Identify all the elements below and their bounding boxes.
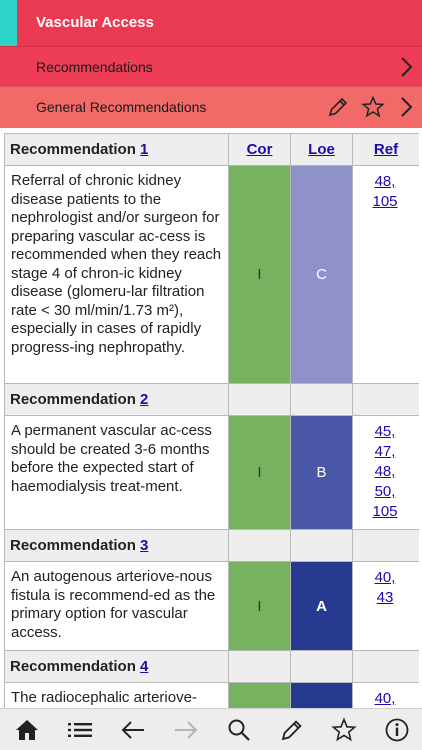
loe-cell <box>291 683 353 709</box>
ref-link[interactable]: 43 <box>376 589 394 606</box>
recommendation-text: The radiocephalic arteriove- <box>5 683 229 709</box>
recommendations-content[interactable] <box>4 133 419 708</box>
recommendation-text: An autogenous arteriove-nous fistula is recommend-ed as the primary option for vascular access. <box>5 562 229 651</box>
recommendation-row <box>5 166 420 384</box>
recommendation-number-link[interactable]: 4 <box>140 658 149 675</box>
pencil-icon[interactable] <box>326 95 350 119</box>
chevron-right-icon[interactable] <box>394 55 418 79</box>
home-icon[interactable] <box>14 717 40 743</box>
breadcrumb-recommendations[interactable] <box>0 46 422 86</box>
recommendation-header-row <box>5 134 420 166</box>
cor-cell: I <box>229 166 291 384</box>
breadcrumb-recommendations-label: Recommendations <box>36 59 153 75</box>
back-arrow-icon[interactable] <box>120 717 146 743</box>
ref-cell <box>353 166 420 384</box>
header-accent <box>0 0 17 46</box>
star-icon[interactable] <box>361 95 385 119</box>
recommendation-header-row <box>5 651 420 683</box>
ref-link[interactable]: 40, <box>374 569 396 586</box>
recommendation-row <box>5 416 420 530</box>
app-header <box>0 0 422 46</box>
cor-header-link[interactable]: Cor <box>246 141 273 158</box>
recommendation-row <box>5 562 420 651</box>
recommendation-number-link[interactable]: 3 <box>140 537 149 554</box>
breadcrumb-general-recommendations[interactable] <box>0 86 422 128</box>
recommendations-table <box>4 133 419 708</box>
recommendation-header-row <box>5 530 420 562</box>
loe-header-link[interactable]: Loe <box>308 141 335 158</box>
recommendation-text: Referral of chronic kidney disease patients to the nephrologist and/or surgeon for preparing vascular ac-cess is recommended when they reach stage 4 of chron-ic kidney disease (glomeru-lar filtration rate < 30 ml/min/1.73 m²), especially in cases of rapidly progress-ing nephropathy. <box>5 166 229 384</box>
cor-cell <box>229 683 291 709</box>
ref-link[interactable]: 40, <box>374 690 396 707</box>
cor-cell: I <box>229 562 291 651</box>
column-header-cor[interactable] <box>229 134 291 166</box>
recommendation-title: Recommendation 4 <box>5 651 229 683</box>
column-header-loe[interactable] <box>291 134 353 166</box>
star-icon[interactable] <box>331 717 357 743</box>
recommendation-title: Recommendation 2 <box>5 384 229 416</box>
recommendation-header-row <box>5 384 420 416</box>
column-header-ref[interactable] <box>353 134 420 166</box>
ref-cell <box>353 683 420 709</box>
ref-link[interactable]: 45, <box>374 423 396 440</box>
recommendation-row <box>5 683 420 709</box>
info-icon[interactable] <box>384 717 410 743</box>
loe-cell: B <box>291 416 353 530</box>
recommendation-text: A permanent vascular ac-cess should be created 3-6 months before the expected start of haemodialysis treat-ment. <box>5 416 229 530</box>
pencil-icon[interactable] <box>279 717 305 743</box>
recommendation-title: Recommendation 3 <box>5 530 229 562</box>
page-title: Vascular Access <box>36 14 154 31</box>
breadcrumb-general-label: General Recommendations <box>36 99 207 115</box>
ref-link[interactable]: 105 <box>372 193 398 210</box>
recommendation-number-link[interactable]: 2 <box>140 391 149 408</box>
ref-link[interactable]: 105 <box>372 503 398 520</box>
ref-link[interactable]: 50, <box>374 483 396 500</box>
forward-arrow-icon <box>173 717 199 743</box>
ref-cell <box>353 416 420 530</box>
bottom-toolbar <box>0 708 422 750</box>
ref-header-link[interactable]: Ref <box>373 141 399 158</box>
ref-link[interactable]: 47, <box>374 443 396 460</box>
ref-link[interactable]: 48, <box>374 463 396 480</box>
list-icon[interactable] <box>67 717 93 743</box>
loe-cell: A <box>291 562 353 651</box>
recommendation-title: Recommendation 1 <box>5 134 229 166</box>
loe-cell: C <box>291 166 353 384</box>
ref-cell <box>353 562 420 651</box>
cor-cell: I <box>229 416 291 530</box>
recommendation-number-link[interactable]: 1 <box>140 141 149 158</box>
search-icon[interactable] <box>226 717 252 743</box>
ref-link[interactable]: 48, <box>374 173 396 190</box>
chevron-right-icon[interactable] <box>394 95 418 119</box>
